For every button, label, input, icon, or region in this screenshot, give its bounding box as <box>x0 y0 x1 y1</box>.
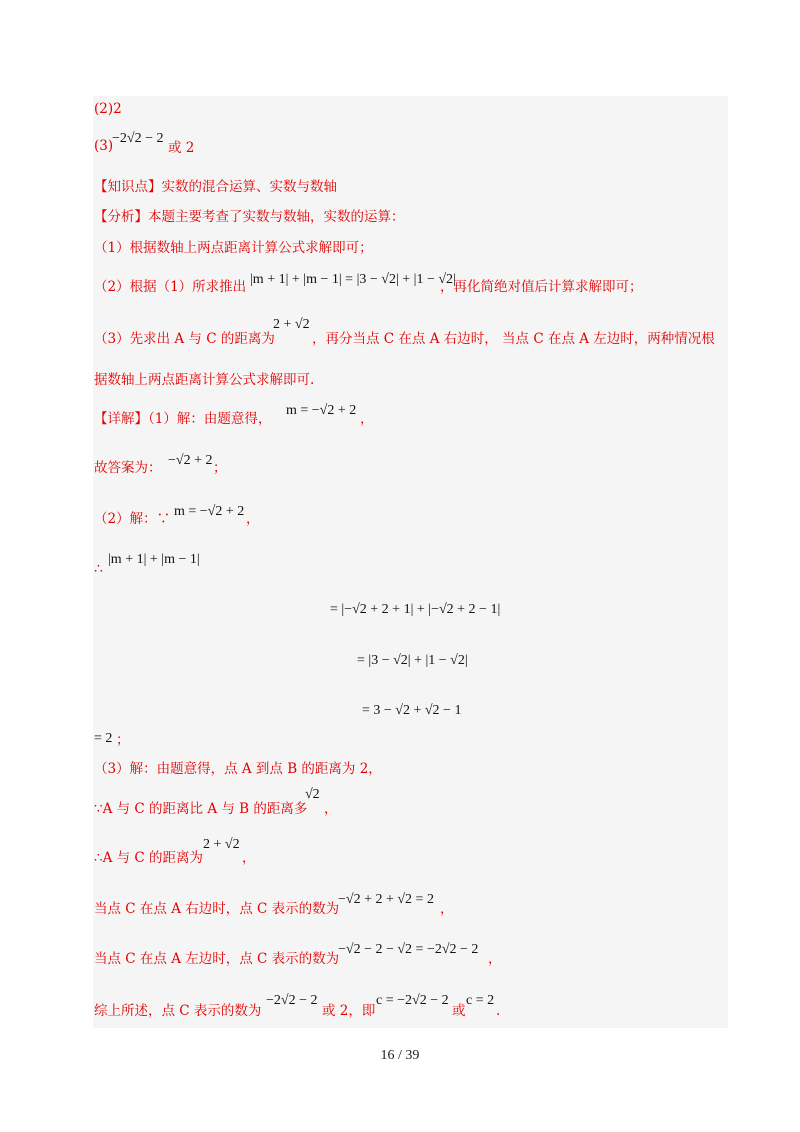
detail-l10-math3: c = 2 <box>466 993 495 1008</box>
analysis-p2-math: |m + 1| + |m − 1| = |3 − √2| + |1 − √2| <box>250 272 456 287</box>
therefore-symbol: ∴ <box>94 561 103 577</box>
analysis-p3-math: 2 + √2 <box>273 317 310 332</box>
detail-l6-math: √2 <box>305 787 320 802</box>
knowledge-label: 【知识点】 <box>94 179 162 195</box>
analysis-text: 本题主要考查了实数与数轴，实数的运算： <box>148 209 405 225</box>
detail-l6-post: ， <box>324 801 338 817</box>
knowledge-text: 实数的混合运算、实数与数轴 <box>161 179 337 195</box>
analysis-p1: （1）根据数轴上两点距离计算公式求解即可； <box>94 240 373 256</box>
equation-step-4: = 2 <box>94 731 113 746</box>
detail-l1-pre: （1）解：由题意得， <box>148 411 272 427</box>
page-number: 16 / 39 <box>380 1048 420 1063</box>
detail-l10-math1: −2√2 − 2 <box>266 993 318 1008</box>
answer-3-prefix: (3) <box>94 138 114 154</box>
equation-step-1: = |−√2 + 2 + 1| + |−√2 + 2 − 1| <box>330 602 501 617</box>
detail-l10-post: . <box>496 1003 501 1019</box>
detail-l3-post: ， <box>246 511 260 527</box>
detail-l2-pre: 故答案为： <box>94 460 162 476</box>
answer-2: (2)2 <box>94 101 122 117</box>
equation-step-3: = 3 − √2 + √2 − 1 <box>362 703 462 718</box>
detail-l10-mid: 或 2，即 <box>322 1003 376 1019</box>
detail-l8-math: −√2 + 2 + √2 = 2 <box>338 892 434 907</box>
detail-l10-pre: 综上所述，点 C 表示的数为 <box>94 1003 262 1019</box>
detail-l7-pre: ∴A 与 C 的距离为 <box>94 850 204 866</box>
analysis-p3-cont: 据数轴上两点距离计算公式求解即可. <box>94 372 315 388</box>
detail-l3-pre: （2）解：∵ <box>94 511 171 527</box>
analysis-p2-pre: （2）根据（1）所求推出 <box>94 279 247 295</box>
detail-l3-math: m = −√2 + 2 <box>174 504 245 519</box>
detail-line-1 <box>94 413 271 427</box>
equation-step-2: = |3 − √2| + |1 − √2| <box>357 653 468 668</box>
detail-label: 【详解】 <box>94 411 148 427</box>
detail-l1-math: m = −√2 + 2 <box>286 403 357 418</box>
detail-l8-post: ， <box>440 901 454 917</box>
answer-3-suffix: 或 2 <box>168 140 195 156</box>
detail-l2-math: −√2 + 2 <box>168 453 213 468</box>
detail-l9-post: ， <box>488 951 502 967</box>
analysis-p3-post: ，再分当点 C 在点 A 右边时， 当点 C 在点 A 左边时，两种情况根 <box>312 331 715 347</box>
knowledge-point <box>94 181 337 195</box>
detail-l7-math: 2 + √2 <box>203 837 240 852</box>
detail-l2-post: ； <box>213 460 227 476</box>
detail-l10-math2: c = −2√2 − 2 <box>376 993 449 1008</box>
analysis-p3-pre: （3）先求出 A 与 C 的距离为 <box>94 331 275 347</box>
detail-l6-pre: ∵A 与 C 的距离比 A 与 B 的距离多 <box>94 801 308 817</box>
detail-l7-post: ， <box>242 850 256 866</box>
detail-l9-math: −√2 − 2 − √2 = −2√2 − 2 <box>338 942 479 957</box>
detail-l8-pre: 当点 C 在点 A 右边时，点 C 表示的数为 <box>94 901 340 917</box>
detail-l4-math: |m + 1| + |m − 1| <box>108 552 200 567</box>
answer-3-math: −2√2 − 2 <box>112 131 164 146</box>
detail-l5: （3）解：由题意得，点 A 到点 B 的距离为 2， <box>94 761 382 777</box>
equation-step-4-post: ； <box>116 732 130 748</box>
detail-l1-post: ， <box>360 411 374 427</box>
detail-l10-or: 或 <box>452 1003 466 1019</box>
analysis-heading <box>94 211 405 225</box>
detail-l9-pre: 当点 C 在点 A 左边时，点 C 表示的数为 <box>94 951 340 967</box>
analysis-p2-post: ，再化简绝对值后计算求解即可； <box>440 279 643 295</box>
analysis-label: 【分析】 <box>94 209 148 225</box>
